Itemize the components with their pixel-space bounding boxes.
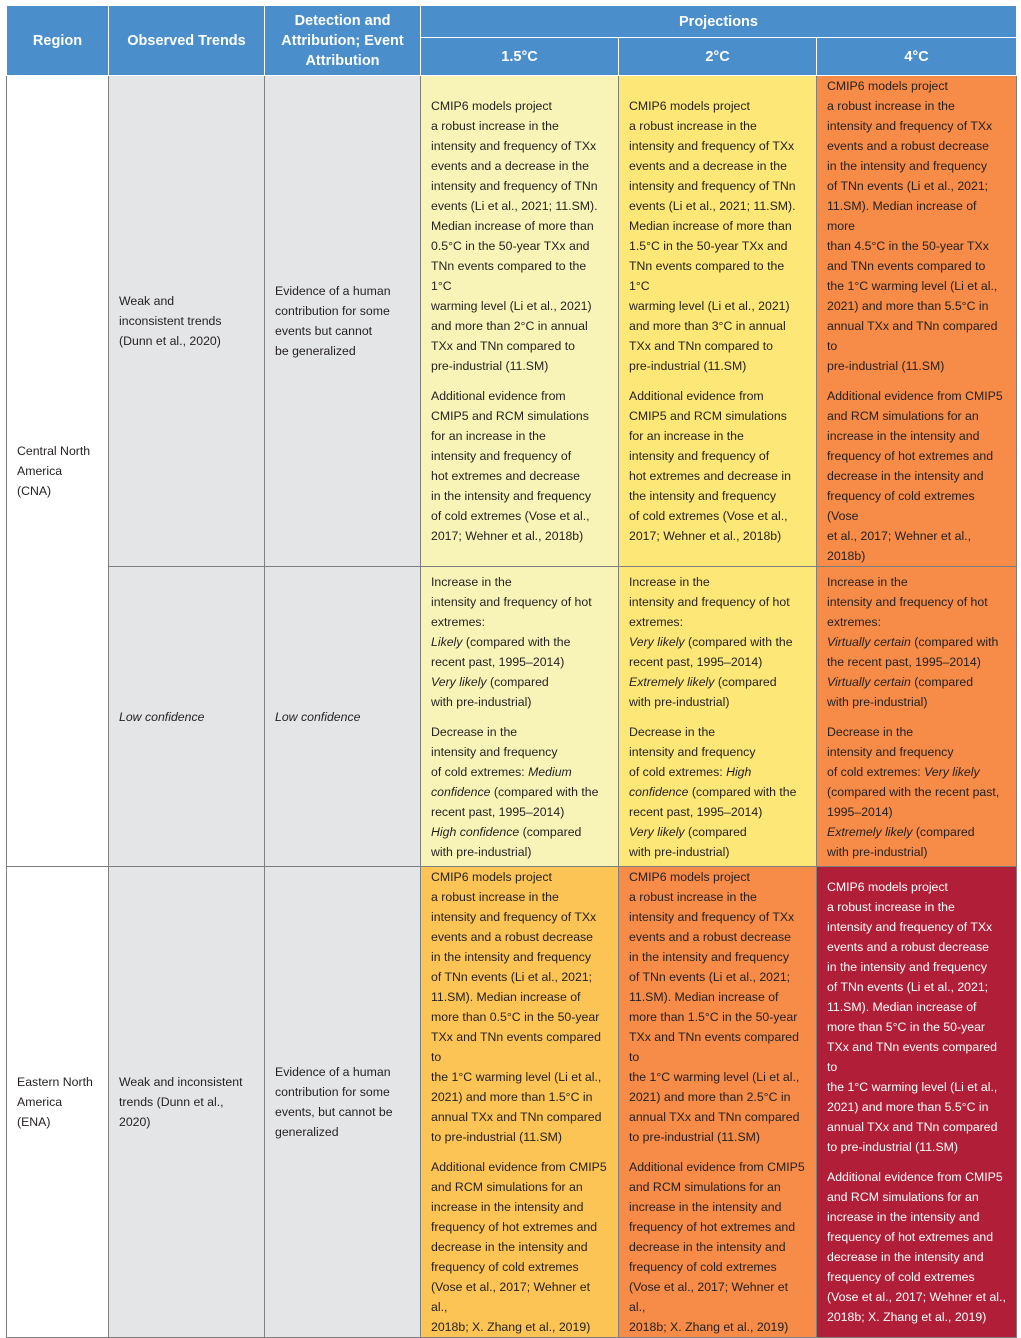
cna-1-5c-cmip6-text: CMIP6 models project a robust increase in the intensity and frequency of TXx events and a decrease in the intensity and frequency of TNn events (Li et al., 2021; 11.SM). Median increase of more than 0.5°C in the 50-year TXx and TNn events compared to the 1°C warming level (Li et al., 2021) and more than 2°C in annual TXx and TNn compared to pre-industrial (11.SM)	[431, 99, 598, 373]
cna-observed-trends: Weak and inconsistent trends (Dunn et al., 2020)	[109, 76, 265, 567]
header-projections: Projections	[421, 6, 1017, 38]
cna-1-5c-additional-text: Additional evidence from CMIP5 and RCM simulations for an increase in the intensity and frequency of hot extremes and decrease in the intensity and frequency of cold extremes (Vose et al., 2017; Wehner et al., 2018b)	[431, 389, 591, 543]
table-row	[7, 567, 1017, 867]
cna-detection-attribution: Evidence of a human contribution for some events but cannot be generalized	[265, 76, 421, 567]
cna-proj-2c	[619, 76, 817, 567]
observed-confidence-label: Low confidence	[119, 709, 205, 724]
ena-proj-2c	[619, 867, 817, 1338]
cna-proj-4c	[817, 76, 1017, 567]
cna-4c-cmip6-text: CMIP6 models project a robust increase in the intensity and frequency of TXx events and a robust decrease in the intensity and frequency of TNn events (Li et al., 2021; 11.SM). Median increase of more than 4.5°C in the 50-year TXx and TNn events compared to the 1°C warming level (Li et al., 2021) and more than 5.5°C in annual TXx and TNn compared to pre-industrial (11.SM)	[827, 79, 998, 373]
header-2c: 2°C	[619, 38, 817, 76]
hot-extremes-text: Increase in the intensity and frequency of hot extremes: Very likely (compared with the recent past, 1995–2014) Extremely likely (compared with pre-industrial)	[629, 574, 793, 709]
detection-confidence-label: Low confidence	[275, 709, 361, 724]
cna-2c-additional-text: Additional evidence from CMIP5 and RCM simulations for an increase in the intensity and frequency of hot extremes and decrease in the intensity and frequency of cold extremes (Vose et al., 2017; Wehner et al., 2018b)	[629, 389, 792, 543]
cna-detection-low-confidence	[265, 567, 421, 867]
cna-observed-low-confidence	[109, 567, 265, 867]
hot-extremes-text: Increase in the intensity and frequency of hot extremes: Likely (compared with the recent past, 1995–2014) Very likely (compared with pre-industrial)	[431, 574, 592, 709]
cna-likelihood-4c	[817, 567, 1017, 867]
cna-2c-cmip6-text: CMIP6 models project a robust increase in the intensity and frequency of TXx events and a decrease in the intensity and frequency of TNn events (Li et al., 2021; 11.SM). Median increase of more than 1.5°C in the 50-year TXx and TNn events compared to the 1°C warming level (Li et al., 2021) and more than 3°C in annual TXx and TNn compared to pre-industrial (11.SM)	[629, 99, 796, 373]
ena-proj-4c	[817, 867, 1017, 1338]
table-row	[7, 76, 1017, 567]
cna-proj-1-5c	[421, 76, 619, 567]
region-cna: Central North America (CNA)	[7, 76, 109, 867]
header-detection-attribution: Detection and Attribution; Event Attribution	[265, 6, 421, 76]
header-1-5c: 1.5°C	[421, 38, 619, 76]
region-ena: Eastern North America (ENA)	[7, 867, 109, 1338]
cold-extremes-text: Decrease in the intensity and frequency of cold extremes: High confidence (compared with the recent past, 1995–2014) Very likely (compared with pre-industrial)	[629, 724, 797, 859]
ena-4c-cmip6-text: CMIP6 models project a robust increase in the intensity and frequency of TXx events and a robust decrease in the intensity and frequency of TNn events (Li et al., 2021; 11.SM). Median increase of more than 5°C in the 50-year TXx and TNn events compared to the 1°C warming level (Li et al., 2021) and more than 5.5°C in annual TXx and TNn compared to pre-industrial (11.SM)	[827, 880, 998, 1154]
header-region: Region	[7, 6, 109, 76]
header-4c: 4°C	[817, 38, 1017, 76]
ena-2c-additional-text: Additional evidence from CMIP5 and RCM simulations for an increase in the intensity and frequency of hot extremes and decrease in the intensity and frequency of cold extremes (Vose et al., 2017; Wehner et al., 2018b; X. Zhang et al., 2019)	[629, 1160, 805, 1334]
cold-extremes-text: Decrease in the intensity and frequency of cold extremes: Very likely (compared with the recent past, 1995–2014) Extremely likely (compared with pre-industrial)	[827, 724, 1000, 859]
hot-extremes-text: Increase in the intensity and frequency of hot extremes: Virtually certain (compared with the recent past, 1995–2014) Virtually certain (compared with pre-industrial)	[827, 574, 999, 709]
ena-observed-trends: Weak and inconsistent trends (Dunn et al., 2020)	[109, 867, 265, 1338]
projections-table	[6, 5, 1017, 1338]
cna-likelihood-1-5c	[421, 567, 619, 867]
header-observed-trends: Observed Trends	[109, 6, 265, 76]
cna-likelihood-2c	[619, 567, 817, 867]
cold-extremes-text: Decrease in the intensity and frequency of cold extremes: Medium confidence (compared with the recent past, 1995–2014) High confidence (compared with pre-industrial)	[431, 724, 599, 859]
ena-proj-1-5c	[421, 867, 619, 1338]
cna-4c-additional-text: Additional evidence from CMIP5 and RCM simulations for an increase in the intensity and frequency of hot extremes and decrease in the intensity and frequency of cold extremes (Vose et al., 2017; Wehner et al., 2018b)	[827, 389, 1003, 563]
table-row	[7, 867, 1017, 1338]
ena-2c-cmip6-text: CMIP6 models project a robust increase in the intensity and frequency of TXx events and a robust decrease in the intensity and frequency of TNn events (Li et al., 2021; 11.SM). Median increase of more than 1.5°C in the 50-year TXx and TNn events compared to the 1°C warming level (Li et al., 2021) and more than 2.5°C in annual TXx and TNn compared to pre-industrial (11.SM)	[629, 870, 800, 1144]
ena-1-5c-additional-text: Additional evidence from CMIP5 and RCM simulations for an increase in the intensity and frequency of hot extremes and decrease in the intensity and frequency of cold extremes (Vose et al., 2017; Wehner et al., 2018b; X. Zhang et al., 2019)	[431, 1160, 607, 1334]
ena-detection-attribution: Evidence of a human contribution for some events, but cannot be generalized	[265, 867, 421, 1338]
ena-4c-additional-text: Additional evidence from CMIP5 and RCM simulations for an increase in the intensity and frequency of hot extremes and decrease in the intensity and frequency of cold extremes (Vose et al., 2017; Wehner et al., 2018b; X. Zhang et al., 2019)	[827, 1170, 1006, 1324]
ena-1-5c-cmip6-text: CMIP6 models project a robust increase in the intensity and frequency of TXx events and a robust decrease in the intensity and frequency of TNn events (Li et al., 2021; 11.SM). Median increase of more than 0.5°C in the 50-year TXx and TNn events compared to the 1°C warming level (Li et al., 2021) and more than 1.5°C in annual TXx and TNn compared to pre-industrial (11.SM)	[431, 870, 602, 1144]
